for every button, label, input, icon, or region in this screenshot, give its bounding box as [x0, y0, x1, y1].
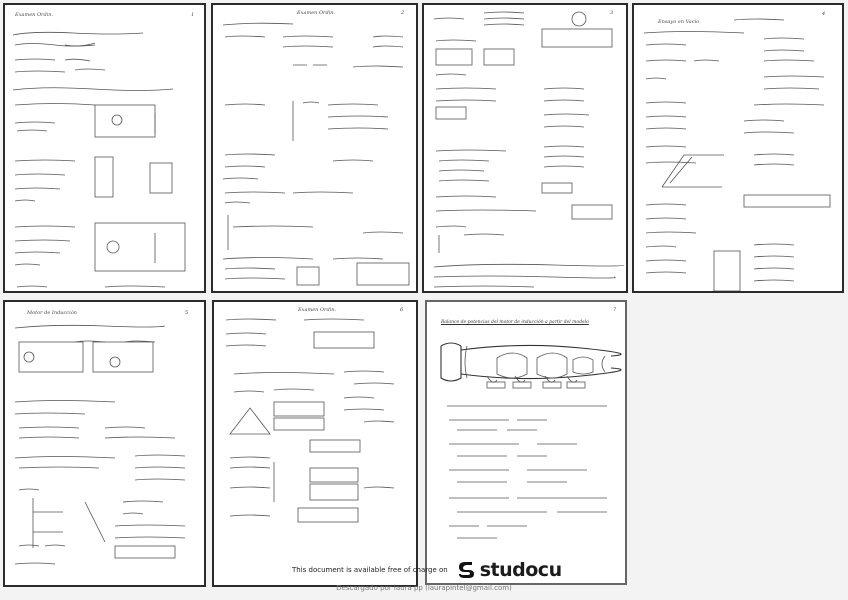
page-number: 4 — [822, 11, 826, 17]
notes-page-4 — [632, 3, 844, 293]
studocu-logo[interactable] — [456, 559, 562, 581]
studocu-logo-icon — [456, 560, 476, 580]
page-header-text: Motor de Inducción — [27, 310, 77, 316]
page-number: 3 — [610, 10, 614, 16]
power-balance-diagram — [427, 302, 625, 583]
page-number: 6 — [400, 307, 404, 313]
notes-page-7 — [425, 300, 627, 585]
page-header-text: Examen Ordin. — [298, 307, 337, 313]
page-header-text: Examen Ordin. — [297, 10, 336, 16]
handwritten-content-page-6 — [214, 302, 416, 585]
studocu-logo-text: studocu — [479, 559, 562, 581]
page-number: 1 — [191, 12, 195, 18]
availability-note: This document is available free of charge on — [292, 566, 448, 574]
handwritten-content-page-1 — [5, 5, 204, 291]
handwritten-content-page-4 — [634, 5, 842, 291]
page-number: 2 — [401, 10, 405, 16]
studocu-banner[interactable] — [292, 556, 562, 584]
notes-page-2 — [211, 3, 418, 293]
handwritten-content-page-2 — [213, 5, 416, 291]
notes-page-5 — [3, 300, 206, 587]
page-title: Balance de potencias del motor de inducción a partir del modelo — [441, 320, 589, 325]
page-number: 5 — [185, 310, 189, 316]
page-header-text: Ensayo en Vacío — [658, 19, 700, 25]
notes-page-6 — [212, 300, 418, 587]
page-number: 7 — [613, 307, 617, 313]
notes-page-1 — [3, 3, 206, 293]
notes-page-3 — [422, 3, 628, 293]
handwritten-content-page-3 — [424, 5, 626, 291]
download-credit: Descargado por laura pp (laurapintel@gmail.com) — [336, 584, 512, 592]
handwritten-content-page-5 — [5, 302, 204, 585]
page-header-text: Examen Ordin. — [15, 12, 54, 18]
